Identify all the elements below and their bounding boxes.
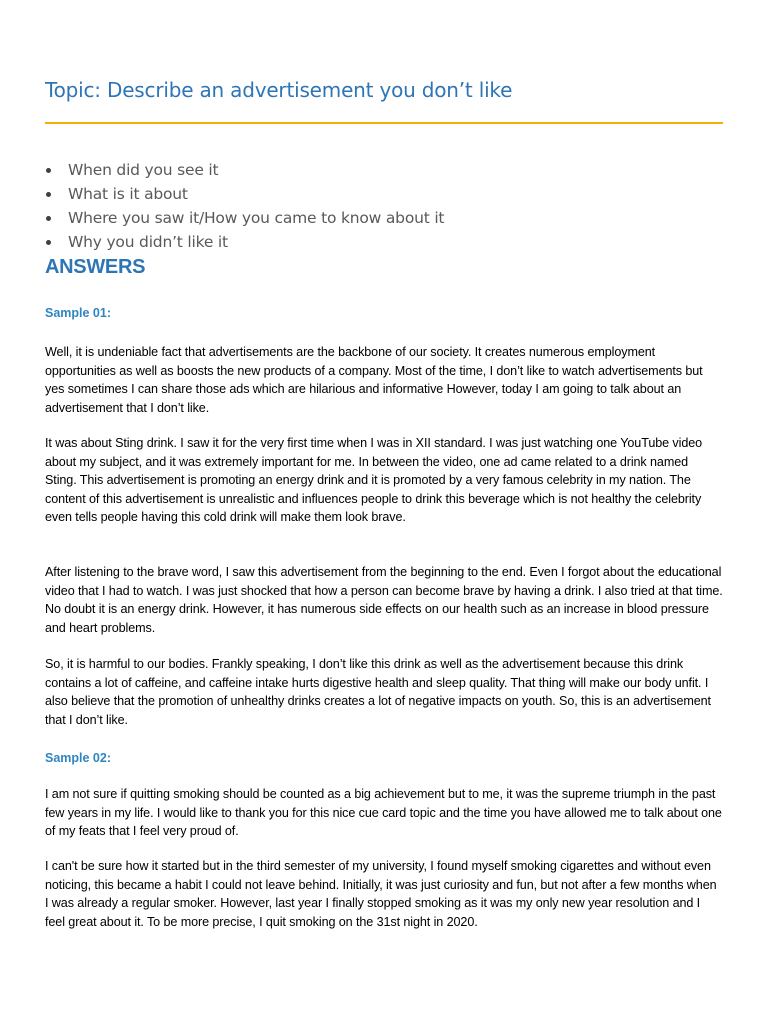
sample-heading: Sample 02:: [45, 751, 112, 765]
cue-point-text: Why you didn’t like it: [68, 233, 228, 251]
cue-point: [45, 230, 444, 254]
sample-paragraph: After listening to the brave word, I saw this advertisement from the beginning to the end. Even I forgot about the educational video that I had to watch. I was just shocked that how a person can become brave by having a drink. I also tried at that time. No doubt it is an energy drink. However, it has numerous side effects on our health such as an increase in blood pressure and heart problems.: [45, 565, 723, 635]
sample-paragraph: I can't be sure how it started but in the third semester of my university, I found myself smoking cigarettes and without even noticing, this became a habit I could not leave behind. Initially, it was just curiosity and fun, but not after a few months when I was already a regular smoker. However, last year I finally stopped smoking as it was my only new year resolution and I feel great about it. To be more precise, I quit smoking on the 31st night in 2020.: [45, 859, 717, 929]
cue-point: [45, 206, 444, 230]
sample-paragraph: I am not sure if quitting smoking should be counted as a big achievement but to me, it was the supreme triumph in the past few years in my life. I would like to thank you for this nice cue card topic and the time you have allowed me to talk about one of my feats that I feel very proud of.: [45, 787, 722, 839]
cue-card-points: [45, 158, 444, 254]
sample-heading: Sample 01:: [45, 306, 112, 320]
cue-point: [45, 182, 444, 206]
sample-paragraph: It was about Sting drink. I saw it for the very first time when I was in XII standard. I was just watching one YouTube video about my subject, and it was extremely important for me. In between the video, one ad came related to a drink named Sting. This advertisement is promoting an energy drink and it is promoted by a very famous celebrity in my nation. The content of this advertisement is unrealistic and influences people to drink this beverage which is not healthy the celebrity even tells people having this cold drink will make them look brave.: [45, 436, 703, 525]
bullet-icon: [46, 240, 51, 245]
bullet-icon: [46, 216, 51, 221]
bullet-icon: [46, 168, 51, 173]
topic-title: Topic: Describe an advertisement you don’t like: [45, 78, 513, 102]
bullet-icon: [46, 192, 51, 197]
cue-point-text: When did you see it: [68, 161, 219, 179]
cue-point: [45, 158, 444, 182]
sample-paragraph: So, it is harmful to our bodies. Frankly speaking, I don’t like this drink as well as the advertisement because this drink contains a lot of caffeine, and caffeine intake hurts digestive health and sleep quality. That thing will make our body unfit. I also believe that the promotion of unhealthy drinks creates a lot of negative impacts on youth. So, this is an advertisement that I don’t like.: [45, 657, 711, 727]
cue-point-text: Where you saw it/How you came to know about it: [68, 209, 445, 227]
cue-point-text: What is it about: [68, 185, 188, 203]
title-divider: [45, 122, 723, 124]
sample-paragraph: Well, it is undeniable fact that advertisements are the backbone of our society. It creates numerous employment opportunities as well as boosts the new products of a company. Most of the time, I don’t like to watch advertisements but yes sometimes I can share those ads which are hilarious and informative However, today I am going to talk about an advertisement that I don’t like.: [45, 345, 703, 415]
answers-heading: ANSWERS: [45, 256, 146, 278]
